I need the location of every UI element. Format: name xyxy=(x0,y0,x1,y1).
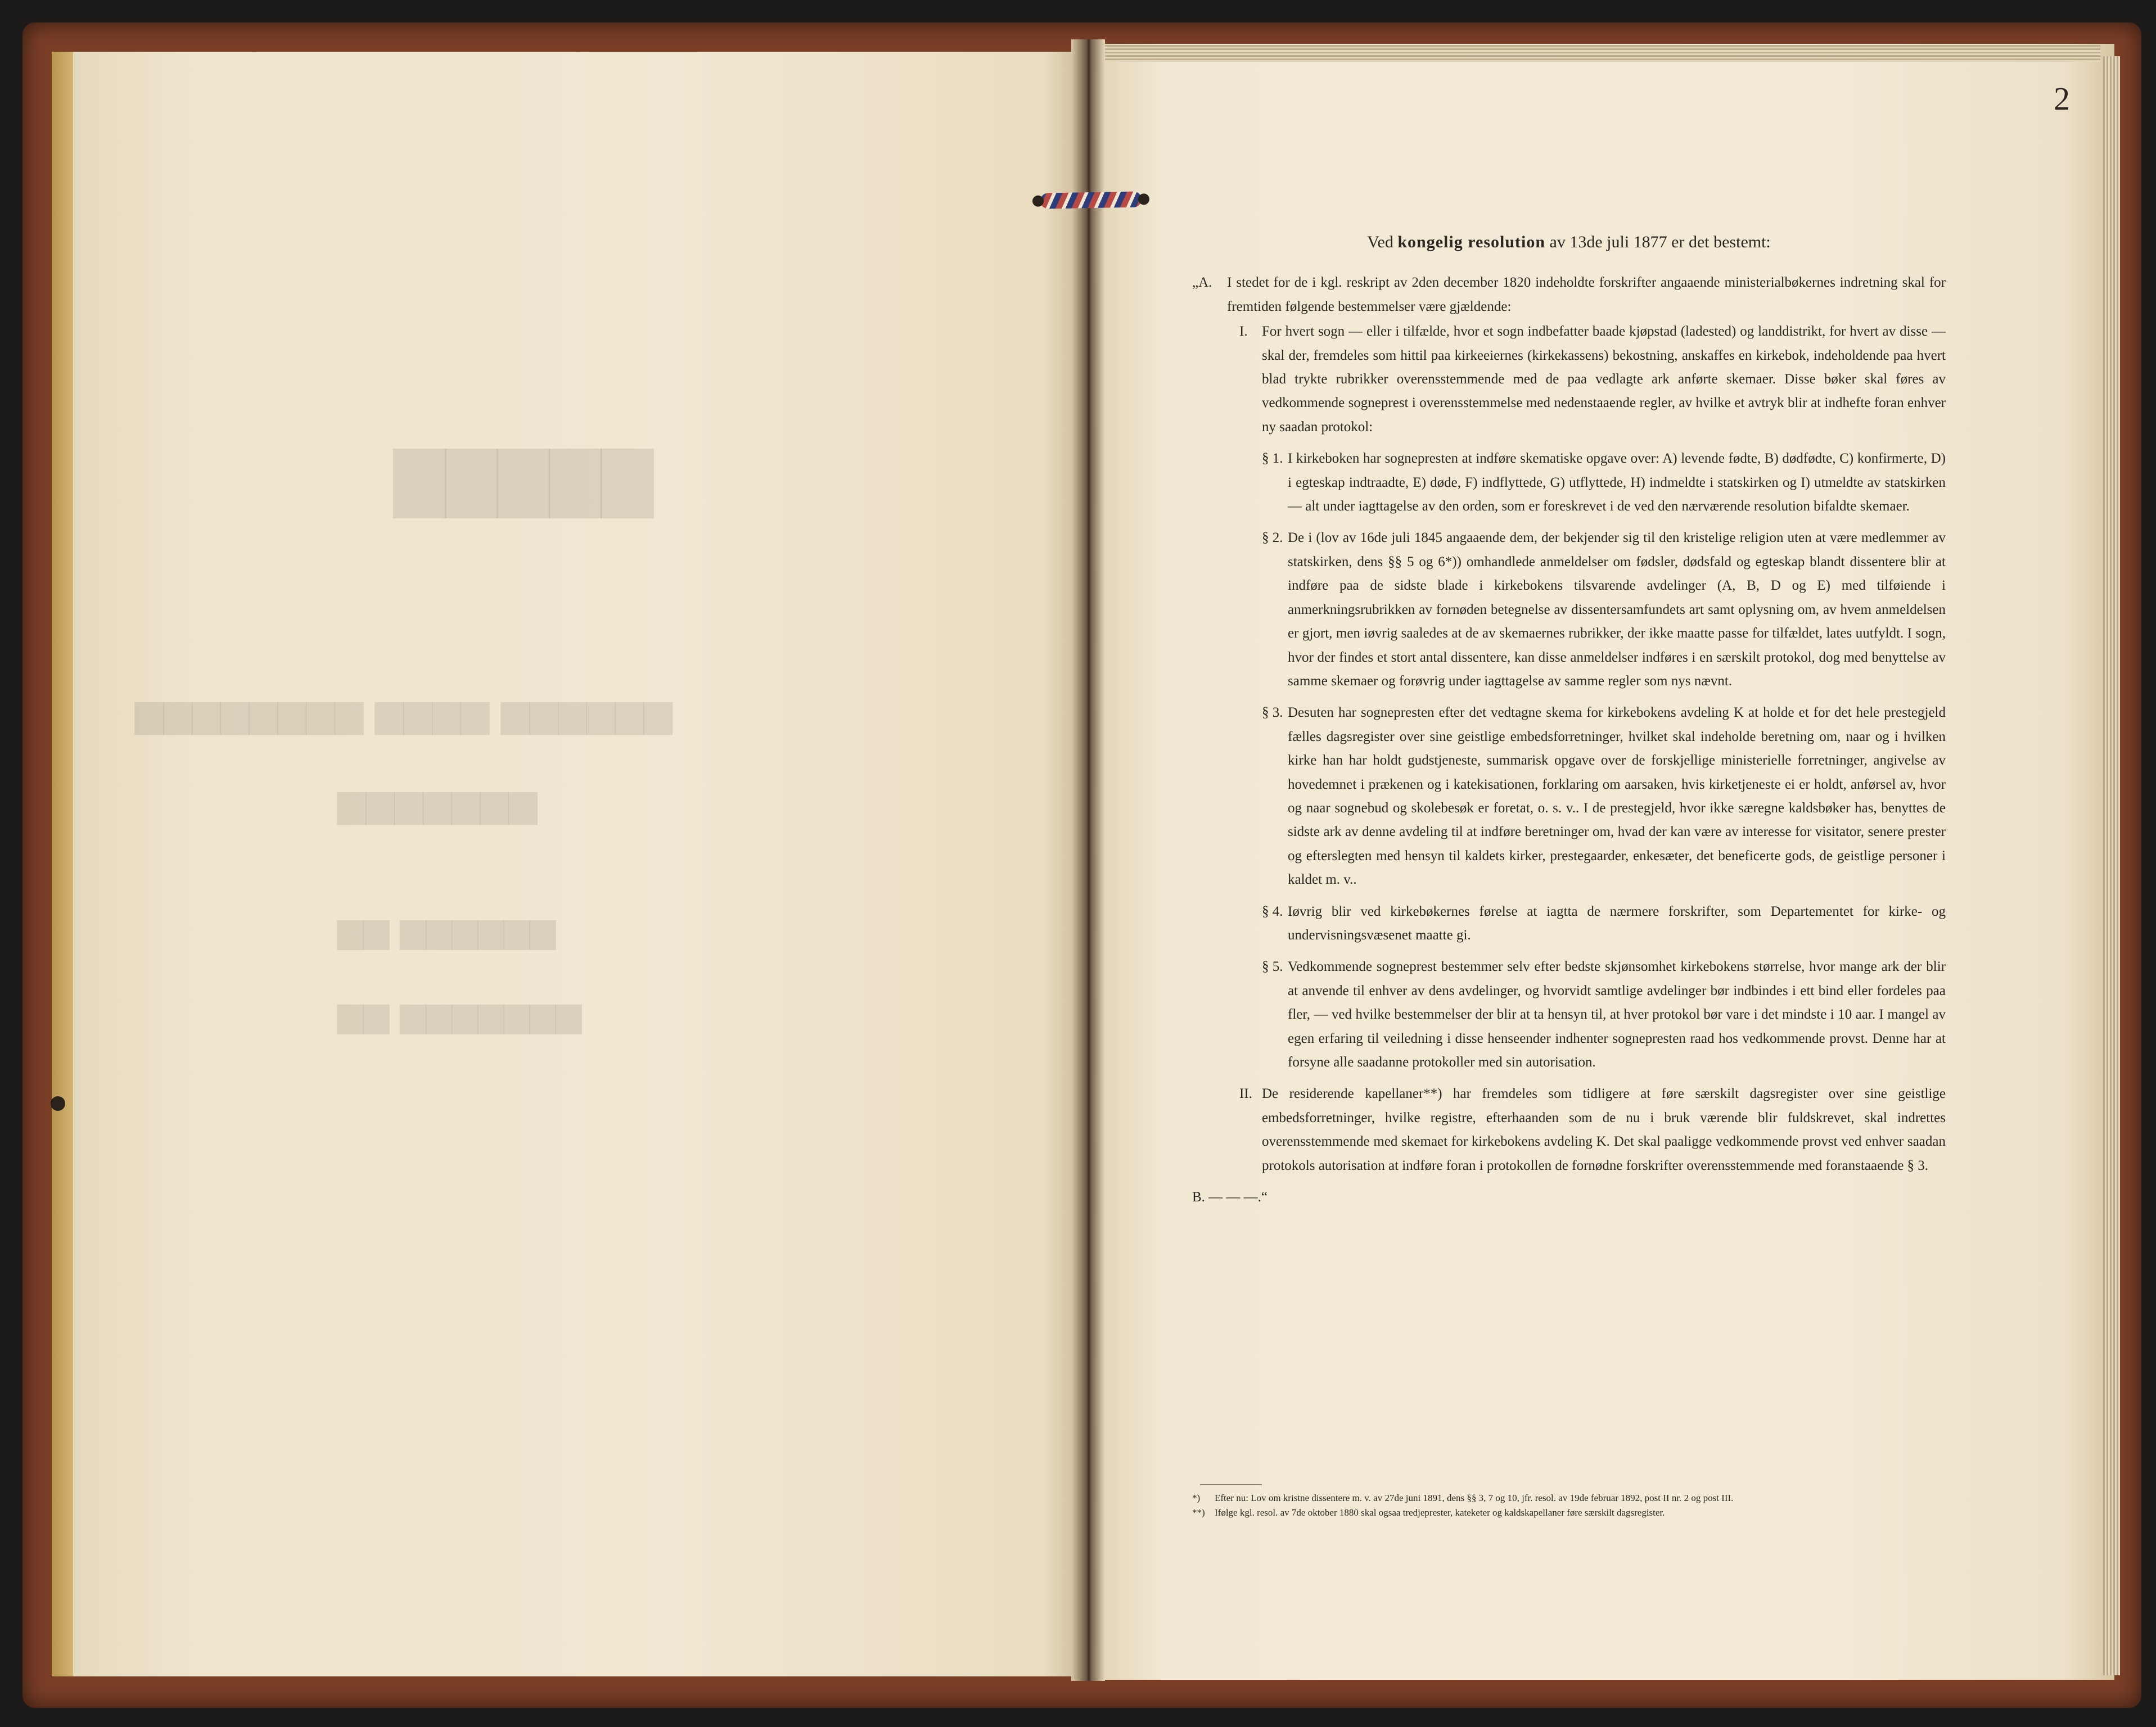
footnotes xyxy=(1192,1484,1946,1520)
paragraph-i-text: For hvert sogn — eller i tilfælde, hvor et sogn indbefatter baade kjøpstad (ladested) og landdistrikt, for hvert av disse — skal der, fremdeles som hittil paa kirkeeiernes (kirkekassens) bekostning, anskaffes en kirkebok, indeholdende paa hvert blad trykte rubrikker overensstemmende med de paa vedlagte ark anførte skemaer. Disse bøker skal føres av vedkommende sogneprest i overensstemmelse med nedenstaaende regler, av hvilke et avtryk blir at indhefte foran enhver ny saadan protokol: xyxy=(1262,324,1946,435)
section-label: § 1. xyxy=(1262,451,1283,467)
section-a-label: „A. xyxy=(1192,275,1212,291)
section-text: Iøvrig blir ved kirkebøkernes førelse at iagtta de nærmere forskrifter, som Departementet for kirke- og undervisningsvæsenet maatte gi. xyxy=(1288,903,1946,943)
section-text: Vedkommende sogneprest bestemmer selv efter bedste skjønsomhet kirkebokens størrelse, hvor mange ark der blir at anvende til enhver av dens avdelinger, og hvorvidt samtlige avdelinger bør indbindes i ett bind eller fordeles paa fler, — ved hvilke bestemmelser der blir at ta hensyn til, at hver protokol bør vare i det mindste i 10 aar. I mangel av egen erfaring til veiledning i disse henseender indhenter sognepresten raad hos vedkommende provst. Denne har at forsyne alle saadanne protokoller med sin autorisation. xyxy=(1288,959,1946,1070)
section-1 xyxy=(1192,447,1946,518)
heading-prefix: Ved xyxy=(1367,233,1393,251)
footnote-rule xyxy=(1200,1484,1262,1485)
section-text: Desuten har sognepresten efter det vedtagne skema for kirkebokens avdeling K at holde et for det hele prestegjeld fælles dagsregister over sine geistlige embedsforretninger, hvilket skal indeholde beretning om, naar og i hvilken kirke han har holdt gudstjeneste, summarisk opgave over de forskjellige ministerielle forretninger, angivelse av hovedemnet i prækenen og i katekisationen, forklaring om aarsaken, hvis kirketjeneste ei er holdt, anførsel av, hvor og naar sognebud og skolebesøk er foretat, o. s. v.. I de prestegjeld, hvor ikke særegne kaldsbøker has, benyttes de sidste ark av denne avdeling til at indføre beretninger om, hvad der kan være av interesse for visitator, senere prester og efterslegten med hensyn til kaldets kirker, prestegaarder, enkesæter, det beneficerte gods, de geistlige personer i kaldet m. v.. xyxy=(1288,705,1946,888)
section-label: § 3. xyxy=(1262,705,1283,721)
bleed-through-title: ▇▇▇▇▇ xyxy=(394,438,653,518)
page-stack-right xyxy=(2103,56,2120,1675)
section-4 xyxy=(1192,900,1946,948)
bleed-through-line: ▆▆▆▆▆▆▆ ▆▆ xyxy=(337,995,582,1034)
section-b: B. — — —.“ xyxy=(1192,1190,1268,1205)
page-stack-top xyxy=(1094,45,2100,62)
ink-spot xyxy=(51,1096,65,1111)
section-a-text: I stedet for de i kgl. reskript av 2den december 1820 indeholdte forskrifter angaaende ministerialbøkernes indretning skal for fremtiden følgende bestemmelser være gjældende: xyxy=(1227,275,1946,314)
section-a xyxy=(1192,271,1946,319)
section-label: § 4. xyxy=(1262,903,1283,919)
binding-thread xyxy=(1040,191,1142,209)
paragraph-i-label: I. xyxy=(1239,324,1248,340)
heading-bold: kongelig resolution xyxy=(1397,233,1546,251)
section-2 xyxy=(1192,526,1946,693)
paragraph-ii-label: II. xyxy=(1239,1086,1252,1102)
resolution-heading xyxy=(1192,230,1946,254)
section-label: § 2. xyxy=(1262,530,1283,546)
page-number: 2 xyxy=(2054,80,2070,117)
footnote-1 xyxy=(1192,1491,1946,1506)
footnote-text: Efter nu: Lov om kristne dissentere m. v. av 27de juni 1891, dens §§ 3, 7 og 10, jfr. resol. av 19de februar 1892, post II nr. 2 og post III. xyxy=(1215,1493,1734,1503)
footnote-mark: *) xyxy=(1192,1493,1201,1503)
cover-edge-left xyxy=(52,52,75,1676)
heading-suffix: av 13de juli 1877 er det bestemt: xyxy=(1549,233,1771,251)
section-3 xyxy=(1192,701,1946,892)
bleed-through-line: ▆▆▆▆▆▆▆ xyxy=(337,781,538,825)
paragraph-ii xyxy=(1192,1082,1946,1178)
section-label: § 5. xyxy=(1262,959,1283,975)
footnote-mark: **) xyxy=(1192,1507,1205,1518)
footnote-2 xyxy=(1192,1506,1946,1520)
left-page xyxy=(73,52,1085,1676)
book-gutter xyxy=(1071,39,1105,1681)
section-5 xyxy=(1192,955,1946,1074)
section-text: I kirkeboken har sognepresten at indføre skematiske opgave over: A) levende fødte, B) dødfødte, C) konfirmerte, D) i egteskap indtraadte, E) døde, F) indflyttede, G) utflyttede, H) indmeldte i statskirken og I) utmeldte av statskirken — alt under iagttagelse av den orden, som er foreskrevet i de ved den nærværende resolution bifaldte skemaer. xyxy=(1288,451,1946,514)
bleed-through-line: ▆▆▆▆▆▆ ▆▆ xyxy=(337,911,556,950)
paragraph-i xyxy=(1192,320,1946,439)
bleed-through-line: ▆▆▆▆▆▆ ▆▆▆▆ ▆▆▆▆▆▆▆▆ xyxy=(135,691,673,735)
resolution-text xyxy=(1192,230,1946,1209)
footnote-text: Ifølge kgl. resol. av 7de oktober 1880 skal ogsaa tredjeprester, kateketer og kaldskapellaner føre særskilt dagsregister. xyxy=(1215,1507,1665,1518)
paragraph-ii-text: De residerende kapellaner**) har fremdeles som tidligere at føre særskilt dagsregister over sine geistlige embedsforretninger, hvilke registre, efterhaanden som de nu i bruk værende blir fuldskrevet, skal indrettes overensstemmende med skemaet for kirkebokens avdeling K. Det skal paaligge vedkommende provst ved enhver saadan protokols autorisation at indføre foran i protokollen de fornødne forskrifter overensstemmende med foranstaaende § 3. xyxy=(1262,1086,1946,1173)
section-text: De i (lov av 16de juli 1845 angaaende dem, der bekjender sig til den kristelige religion uten at være medlemmer av statskirken, dens §§ 5 og 6*)) omhandlede anmeldelser om fødsler, dødsfald og egteskap blandt dissentere blir at indføre paa de sidste blade i kirkebokens tilsvarende avdelinger (A, B, D og E) med tilføiende i anmerkningsrubrikken av fornøden betegnelse av dissentersamfundets art samt oplysning om, av hvem anmeldelsen er gjort, men iøvrig saaledes at de av skemaernes rubrikker, der ikke maatte passe for tilfældet, lates uutfyldt. I sogn, hvor der findes et stort antal dissentere, kan disse anmeldelser indføres i en særskilt protokol, dog med benyttelse av samme skemaer og forøvrig under iagttagelse av samme regler som nys nævnt. xyxy=(1288,530,1946,689)
